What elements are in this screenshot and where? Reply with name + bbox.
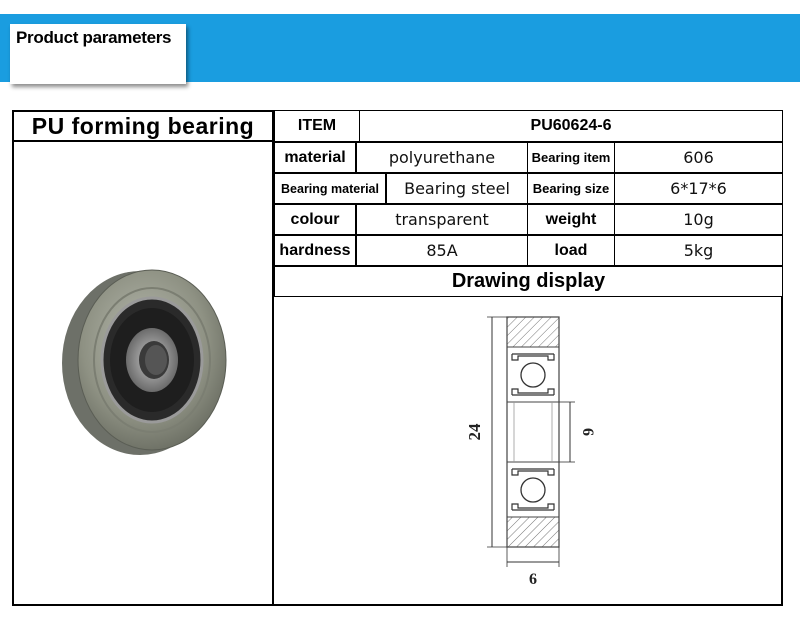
item-label-cell (274, 110, 360, 142)
technical-drawing (274, 297, 783, 606)
hardness-label-cell (274, 235, 356, 266)
bearing-material-value-cell (386, 173, 528, 204)
bearing-item-value: 606 (683, 148, 714, 167)
hardness-value: 85A (426, 241, 458, 260)
drawing-title: Drawing display (451, 270, 606, 292)
bearing-size-label-cell (527, 173, 615, 204)
load-label-cell (527, 235, 615, 266)
colour-label: colour (290, 210, 340, 228)
cross-section-drawing (274, 297, 783, 606)
bearing-material-label-cell (274, 173, 386, 204)
item-label: ITEM (297, 117, 337, 134)
bearing-size-label: Bearing size (532, 181, 610, 196)
colour-value: transparent (395, 210, 489, 229)
product-title: PU forming bearing (31, 112, 255, 139)
material-value: polyurethane (388, 148, 496, 167)
bearing-size-value-cell (614, 173, 783, 204)
colour-label-cell (274, 204, 356, 235)
weight-value-cell (614, 204, 783, 235)
hardness-value-cell (356, 235, 528, 266)
material-label-cell (274, 142, 356, 173)
weight-value: 10g (683, 210, 714, 229)
material-label: material (284, 148, 346, 166)
load-label: load (554, 241, 588, 259)
bearing-photo (60, 260, 230, 460)
weight-label: weight (545, 210, 597, 228)
colour-value-cell (356, 204, 528, 235)
bearing-item-label: Bearing item (531, 150, 611, 165)
product-image (60, 260, 230, 460)
bearing-material-value: Bearing steel (404, 179, 510, 198)
bearing-item-label-cell (527, 142, 615, 173)
header-banner (0, 14, 800, 82)
load-value-cell (614, 235, 783, 266)
bearing-material-label: Bearing material (281, 181, 379, 196)
dim-height-label: 24 (465, 423, 484, 441)
bearing-item-value-cell (614, 142, 783, 173)
bearing-size-value: 6*17*6 (670, 179, 727, 198)
product-title-cell (12, 110, 274, 142)
item-value-cell (359, 110, 783, 142)
item-value: PU60624-6 (530, 117, 612, 134)
drawing-title-cell (274, 266, 783, 297)
dim-width-label: 6 (529, 571, 537, 588)
hardness-label: hardness (279, 241, 351, 259)
load-value: 5kg (683, 241, 714, 260)
weight-label-cell (527, 204, 615, 235)
page-title: Product parameters (16, 28, 172, 47)
dim-bore-label: 6 (579, 428, 596, 436)
material-value-cell (356, 142, 528, 173)
